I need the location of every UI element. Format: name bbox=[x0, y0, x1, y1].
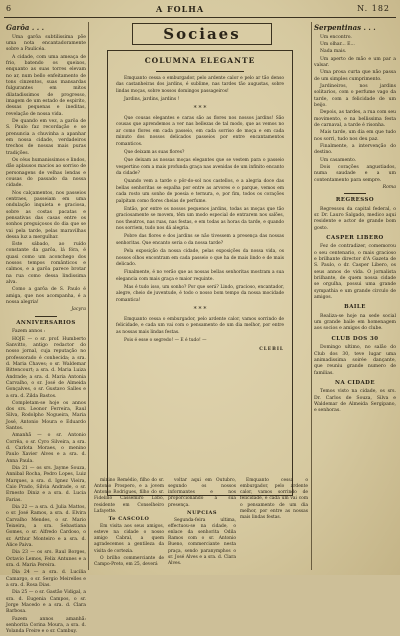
right-line: Um casamento. bbox=[320, 157, 357, 163]
column-paragraph: Pois é esse o segredo! — E é tudo! — bbox=[124, 338, 207, 343]
bottom-column-3 bbox=[240, 478, 308, 572]
bottom-paragraph: voltar aqui em Outubro, segundo os nossos informantes e nos proporcionando a sua presença. bbox=[168, 478, 236, 508]
section-title-sociaes: Sociaes bbox=[132, 23, 272, 45]
right-paragraph: Regressou da capital federal, o sr. Dr. Lauro Salgado, medico aqui residente e actor de grande bom gosto. bbox=[314, 206, 396, 231]
separator bbox=[344, 193, 366, 194]
section-title-anniversaries: ANNIVERSARIOS bbox=[16, 319, 76, 326]
right-line: Um aperto de mão e um par a valsar. bbox=[314, 56, 396, 68]
right-line: Nada mais. bbox=[320, 49, 347, 55]
ornament-stars: * * * bbox=[193, 105, 207, 113]
bottom-column-1 bbox=[94, 478, 164, 572]
anniversary-paragraph: Dia 24 — a sra. d. Lucilia Camargo, o sr. Sergio Meirelles e a sra. d. Rosa Dias. bbox=[6, 570, 86, 589]
left-paragraph: Nos calçamentos, nos passeios centraes, passeiam em uma ondulação inquieta e graciosa, sobre as costas pacatas e pensativas das casas entre os sonhos preguiçosos do dia que se vai pela tarde, pelas maravilhas dessa luz a mergulhar. bbox=[6, 190, 86, 240]
title-rule bbox=[156, 71, 244, 72]
left-paragraph: Este sábado, ao ruído constante da garôa, lá fóra, é quasi como um aconchego dos nossos tempos românticos e calmos, e a garôa parece brotar na rua como dessa lindissima alva. bbox=[6, 242, 86, 286]
bottom-paragraph: O brilho commerciante de Campo-Preto, em 25, deverá bbox=[94, 555, 164, 567]
right-line: Finalmente, a intervenção do destino. bbox=[314, 143, 396, 156]
column-signature: CLEBIL bbox=[259, 347, 284, 353]
anniversary-paragraph: HOJE — o sr. prof. Humberto Sanvitto, antigo redactor do nosso jornal, cuja reputação no professorado é conhecida; a sra. d. Maria Chaves; o sr. Waldemar Bittencourt; a sra. d. Maria Luiza Andrade; a sra. d. Maria Antonia Carvalho, o sr. José de Almeida Gonçalves, o sr. Gustavo Salles e a sra. d. Zilda Bastos. bbox=[6, 336, 86, 399]
left-paragraph: Uma garôa subtilissima põe uma nota encantadoramente sobre a Paulicéa. bbox=[6, 34, 86, 53]
right-line: Um olhar... E... bbox=[320, 41, 355, 47]
anniversary-paragraph: Dia 22 — a sra. d. Julia Mattos, o sr. José Ramos, a sra. d. Elvira Carvalho Mendes, o sr. Mario Teixeira, a sra. Sebastiana Gomes, o sr. Alfredo Cardoso, o sr. Arthur Monteiro e a sra. d. Alice Paiva. bbox=[6, 505, 86, 549]
anniversary-paragraph: Dia 23 — os srs. Raul Borges, Octavio Lemos, Felix Antunes e a sra. d. Maria Pereira. bbox=[6, 550, 86, 569]
bottom-paragraph: minino Remédio, filho do sr. Antonio Prospero, e a jovem Antonio Rodrigues, filho do sr. Fidelino Cassemiro Lobo, residente em Conselheiro Lafayette. bbox=[94, 478, 164, 514]
left-paragraph: Os céus humanissimos e lindos, dão aplausos macios ao sorriso de personagens de velhas lendas e cousas do passado da nossa cidade. bbox=[6, 157, 86, 189]
author-signature: Jacyra bbox=[71, 307, 86, 313]
column-paragraph: Então, por entre os nossos pequenos jardins, todas as moças que tão graciosamente se movem, têm um modo especial de entrarem nos salões, nos theatros, nas ruas, nas festas, e em todas as horas da tarde, e quando nos sorriem, tudo nos dá alegria. bbox=[116, 206, 284, 232]
page-header bbox=[6, 4, 394, 16]
elegant-column-box bbox=[107, 50, 293, 496]
anniversary-paragraph: Dia 25 — o sr. Gastão Vidigal, a sra. d. Eugenia Campos, o sr. Jorge Macedo e a sra. d. Clara Barbosa. bbox=[6, 590, 86, 615]
section-title-regresso: REGRESSO bbox=[335, 197, 375, 204]
anniversary-paragraph: Fazem annos amanhã: senhorita Corina Moura, a sra. d. Yolanda Freire e o sr. Cambuy. bbox=[6, 616, 86, 635]
column-paragraph: Jardins, jardins, jardins ! bbox=[124, 97, 180, 102]
column-paragraph: Quando vem a tarde o pôr-do-sol nos castellos, e a alegria doce das bellas senhoritas se espalha por entre as arvores e o parque, vemos em cada rosto um sonho de poesia e ternura, e, por fim, todos os corações palpitam como flores cheias de perfume. bbox=[116, 179, 284, 204]
left-paragraph: De quando em vez, a garôa de S. Paulo faz recordação e se prenuncia a chuvinha a apanhar em nossa cidade, verdadeiros trechos de nossas mais puras tradições. bbox=[6, 118, 86, 156]
author-signature: Roma bbox=[382, 184, 396, 190]
column-paragraph: Finalmente, é no verão que as nossas bellas senhoritas mostram a sua elegancia com mais graça e maior requinte. bbox=[116, 270, 284, 282]
right-line: Jardineiros, nos jardins solitarios, com o perfume vago da tarde, com a felicidade de um beijo. bbox=[314, 83, 396, 108]
bottom-paragraph: Emquanto cessa o emburgador, pelo ardente calor, vamos sorrindo de felicidade, e cada um vai com o pensamento de um dia melhor, por entre as nossas mais lindas festas. bbox=[240, 478, 308, 520]
bottom-column-2 bbox=[168, 478, 236, 572]
bottom-paragraph: Em visita aos seus amigos, esteve na cidade o nosso amigo Cabral, a quem agradecemos a gentileza da visita de cortezia. bbox=[94, 523, 164, 554]
section-title-garoa: Garôa . . . bbox=[6, 23, 45, 32]
anniversaries-subtitle: Fazem annos : bbox=[12, 329, 46, 335]
bottom-heading: Te CASCOLO bbox=[108, 515, 150, 522]
column-paragraph: Pobre das flores e dos jardins se não tivessem a presença das nossas senhoritas. Que encanto seria o da nossa tarde? bbox=[116, 234, 284, 246]
bottom-paragraph: Segunda-feira ultima, effectuou-se na cidade, o enlace da senhorita Odila Ramos com o sr. Antonio Bueno, commerciante nesta praça, sendo paranymphos o sr. José Alves e a sra. d. Clara Alves. bbox=[168, 517, 236, 566]
column-paragraph: Emquanto cessa o emburgador, pelo ardente calor, vamos sorrindo de felicidade, e cada um vai com o pensamento de um dia melhor, por entre as nossas mais lindas festas. bbox=[116, 316, 284, 335]
separator bbox=[35, 316, 57, 317]
right-line: Depois, as tardes, a rua com seu movimento, e na bellissima festa de carnaval, a tarde é risonha. bbox=[314, 110, 396, 128]
header-rule bbox=[4, 17, 396, 18]
right-paragraph: Temos visto na cidade, os srs. Dr. Carlos de Souza, Silva e Waldemar de Almeida Sergipano, e senhoras. bbox=[314, 389, 396, 414]
column-paragraph: Que deixam as suas flores? bbox=[124, 149, 185, 155]
column-paragraph: Pela exposição da nossa cidade, pelas exposições da nossa vida, os nossos olhos encontram em cada passeio o que ha de mais lindo e de mais delicado. bbox=[116, 249, 284, 267]
newspaper-title: A FOLHA bbox=[156, 4, 205, 14]
column-paragraph: Mas é tudo isso, um sonho? Por que será? Lindo, gracioso, encantador, alegre, cheio de juventude, é todo o nosso bom tempo da nossa mocidade romantica! bbox=[116, 285, 284, 303]
left-paragraph: A cidade, com uma ameaça de frio, batendo os queixos, enquanto as suas torres elevam no ar, num bello enfeitamento de tons cinzentos, suas mansardas fulgurantes em mitos dilatadissimos de progresso, imagem de um estado de espirito, dessas pequenas e ineditas, revelação de nossa vida. bbox=[6, 54, 86, 117]
section-title-serpentinas: Serpentinas . . . bbox=[314, 23, 376, 32]
left-paragraph: Como a garôa de S. Paulo é amiga, que nos acompanha, é a nossa alegria! bbox=[6, 287, 86, 306]
column-divider bbox=[311, 22, 312, 570]
right-column bbox=[314, 22, 396, 570]
column-divider bbox=[88, 22, 89, 570]
left-column bbox=[6, 22, 86, 635]
bottom-heading: NUPCIAS bbox=[187, 509, 217, 516]
anniversary-paragraph: Dia 21 — os srs. Jayme Souza, Annibal Rocha, Pedro Lopes, Luiz Marques, a sra. d. Ignez Vieira, Caio Prado, Silvia Andrade, o sr. Ernesto Diniz e a sra. d. Lucia Farias. bbox=[6, 466, 86, 503]
column-paragraph: Que cousas elegantes e caras são as flores nos nossos jardins! São cousas que aprendemos a ver nas bellezas de tal modo, que as vemos no ar como flores em cada passeio, em cada sorriso de moça e em cada minuto dos nossos delicados passeios por entre encantamentos romanticos. bbox=[116, 116, 284, 147]
column-paragraph: Que deixam as nossas moças elegantes que se vestem para o passeio vespertino com a mais profunda graça nas avenidas de um infinito encanto da cidade? bbox=[116, 158, 284, 177]
right-line: Dois corações angustiados, numa saudade e a um contentamento para sempre. bbox=[314, 164, 396, 183]
column-paragraph: Emquanto cessa o emburgador, pelo ardente calor e pelo ar tão denso das castanheiras dos jardins, é sublime, nas tardes tão augustas, sobre lindas moças, sobre nossos domingos passageiros! bbox=[116, 75, 284, 94]
right-paragraph: Domingo ultimo, no salão do Club dos 30, teve lugar uma animadissima soirée dançante, que reuniu grande numero de familias. bbox=[314, 345, 396, 376]
right-line: Uma prosa curta que não passa de um simples cumprimento. bbox=[314, 70, 396, 82]
right-paragraph: Realiza-se hoje na sede social um grande baile em homenagem aos socios e amigos do clube. bbox=[314, 313, 396, 332]
anniversary-paragraph: Completam-se hoje os annos dos srs. Leonor Ferreira, Raul Silva, Rodolpho Nogueira, Maria José, Antonio Moura e Eduardo Santos. bbox=[6, 400, 86, 432]
section-title-casper-libero: CASPER LIBERO bbox=[326, 234, 384, 241]
anniversary-paragraph: Amanhã — o sr. Antonio Corrêa, o sr. Cyro Silveira, a sra. d. Carlota Moraes, o menino Paulo Xavier Alves e a sra. d. Anna Paula. bbox=[6, 433, 86, 464]
ornament-stars: * * * bbox=[193, 306, 207, 314]
right-line: Um encontro. bbox=[320, 34, 352, 40]
section-title-baile: BAILE bbox=[344, 304, 366, 311]
section-title-na-cidade: NA CIDADE bbox=[335, 379, 375, 386]
page-number: 6 bbox=[6, 4, 13, 13]
elegant-column-title: COLUMNA ELEGANTE bbox=[144, 56, 256, 65]
section-title-club: CLUB DOS 30 bbox=[331, 335, 379, 342]
right-paragraph: Fez de contradizer, comemorou o seu centenario, o mais gracioso e brilhante director d'A Gazeta de S. Paulo, o dr. Casper Libero, os seus annos de vida. O jornalista brilhante, de quem nossa cidade se orgulha, possui uma grande sympathia e um grande circulo de amigos. bbox=[314, 244, 396, 301]
right-line: Mais tarde, um dia em que tudo nos sorri, tudo nos deu paz. bbox=[314, 130, 396, 142]
issue-number: N. 182 bbox=[357, 4, 390, 13]
